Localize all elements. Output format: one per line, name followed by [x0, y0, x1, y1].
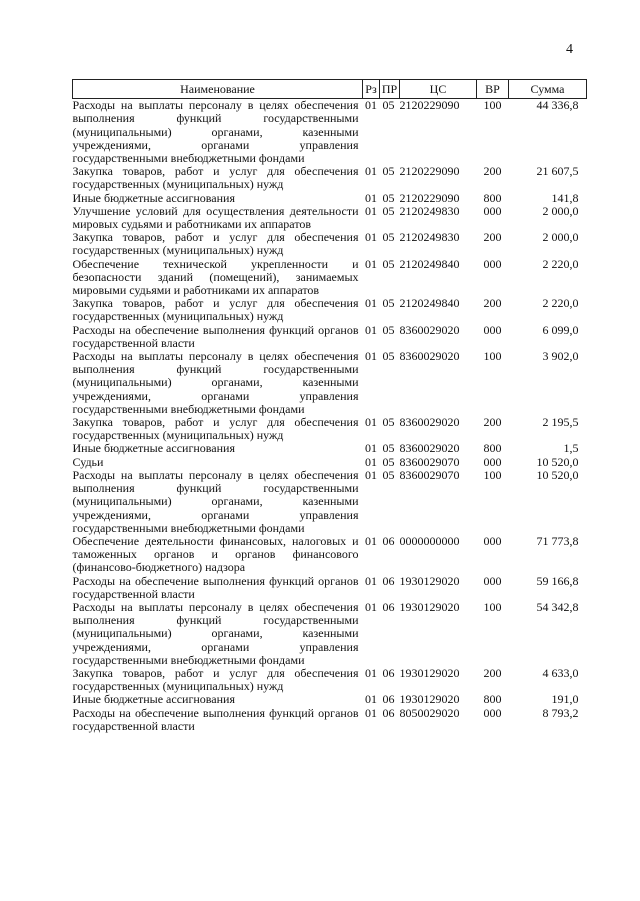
- cell-sum: 44 336,8: [536, 98, 579, 113]
- cell-rz: 01: [365, 256, 377, 271]
- cell-rz: 01: [365, 349, 377, 364]
- cell-pr: 06: [382, 665, 395, 680]
- cell-cs: 2120249840: [399, 256, 460, 271]
- cell-vr: 000: [483, 203, 502, 218]
- cell-rz: 01: [365, 533, 377, 548]
- cell-pr: 06: [382, 533, 395, 548]
- cell-vr: 200: [483, 230, 502, 245]
- cell-pr: 06: [382, 573, 395, 588]
- cell-cs: 8050029020: [399, 705, 460, 720]
- cell-vr: 800: [483, 692, 502, 707]
- cell-cs: 2120229090: [399, 98, 460, 113]
- cell-cs: 8360029020: [399, 441, 460, 456]
- table-row: [73, 667, 587, 693]
- cell-rz: 01: [365, 599, 377, 614]
- cell-name: Закупка товаров, работ и услуг для обеспечения государственных (муниципальных) нужд: [72, 415, 359, 443]
- header-cs: ЦС: [400, 80, 477, 99]
- cell-sum: 6 099,0: [542, 322, 579, 337]
- table-row: [73, 575, 587, 601]
- table-row: [73, 469, 587, 535]
- cell-sum: 191,0: [551, 692, 579, 707]
- cell-name: Судьи: [72, 454, 104, 469]
- header-rz: Рз: [363, 80, 380, 99]
- cell-name: Закупка товаров, работ и услуг для обеспечения государственных (муниципальных) нужд: [72, 230, 359, 258]
- cell-sum: 54 342,8: [536, 599, 579, 614]
- cell-name: Обеспечение деятельности финансовых, налоговых и таможенных органов и органов финансового (финансово-бюджетного) надзора: [72, 533, 359, 575]
- cell-pr: 05: [382, 441, 395, 456]
- header-pr: ПР: [380, 80, 400, 99]
- cell-name: Расходы на выплаты персоналу в целях обеспечения выполнения функций государственными (муниципальными) органами, казенными учреждениями, органами управления государственными внебюджетными фондами: [72, 599, 359, 667]
- cell-rz: 01: [365, 98, 377, 113]
- cell-vr: 100: [483, 349, 502, 364]
- cell-rz: 01: [365, 415, 377, 430]
- cell-pr: 06: [382, 705, 395, 720]
- cell-vr: 000: [483, 573, 502, 588]
- cell-name: Закупка товаров, работ и услуг для обеспечения государственных (муниципальных) нужд: [72, 296, 359, 324]
- table-row: [73, 442, 587, 455]
- cell-sum: 10 520,0: [536, 467, 579, 482]
- cell-vr: 200: [483, 665, 502, 680]
- cell-cs: 1930129020: [399, 599, 460, 614]
- header-name: Наименование: [73, 80, 363, 99]
- cell-name: Иные бюджетные ассигнования: [72, 692, 235, 707]
- table-row: [73, 165, 587, 191]
- table-row: [73, 535, 587, 575]
- cell-cs: 1930129020: [399, 692, 460, 707]
- cell-name: Расходы на выплаты персоналу в целях обеспечения выполнения функций государственными (муниципальными) органами, казенными учреждениями, органами управления государственными внебюджетными фондами: [72, 467, 359, 535]
- cell-cs: 2120249840: [399, 296, 460, 311]
- cell-cs: 8360029070: [399, 454, 460, 469]
- cell-rz: 01: [365, 441, 377, 456]
- cell-name: Расходы на обеспечение выполнения функций органов государственной власти: [72, 573, 359, 601]
- cell-cs: 2120249830: [399, 203, 460, 218]
- cell-vr: 000: [483, 256, 502, 271]
- cell-pr: 05: [382, 296, 395, 311]
- table-row: [73, 693, 587, 706]
- cell-cs: 8360029020: [399, 415, 460, 430]
- cell-pr: 06: [382, 599, 395, 614]
- cell-vr: 100: [483, 599, 502, 614]
- cell-vr: 100: [483, 467, 502, 482]
- cell-pr: 05: [382, 230, 395, 245]
- table-row: [73, 99, 587, 166]
- cell-pr: 06: [382, 692, 395, 707]
- cell-sum: 4 633,0: [542, 665, 579, 680]
- cell-pr: 05: [382, 349, 395, 364]
- cell-sum: 2 220,0: [542, 296, 579, 311]
- table-row: [73, 707, 587, 733]
- header-vr: ВР: [477, 80, 509, 99]
- page-number: 4: [566, 42, 573, 57]
- cell-vr: 000: [483, 322, 502, 337]
- cell-rz: 01: [365, 296, 377, 311]
- cell-vr: 800: [483, 441, 502, 456]
- cell-sum: 59 166,8: [536, 573, 579, 588]
- cell-name: Расходы на выплаты персоналу в целях обеспечения выполнения функций государственными (муниципальными) органами, казенными учреждениями, органами управления государственными внебюджетными фондами: [72, 349, 359, 416]
- cell-rz: 01: [365, 164, 377, 179]
- cell-pr: 05: [382, 454, 395, 469]
- cell-rz: 01: [365, 467, 377, 482]
- cell-cs: 1930129020: [399, 573, 460, 588]
- table-row: [73, 456, 587, 469]
- table-row: [73, 416, 587, 442]
- cell-rz: 01: [365, 573, 377, 588]
- cell-vr: 200: [483, 415, 502, 430]
- cell-rz: 01: [365, 705, 377, 720]
- cell-pr: 05: [382, 98, 395, 113]
- cell-cs: 8360029070: [399, 467, 460, 482]
- table-row: [73, 601, 587, 667]
- cell-cs: 8360029020: [399, 322, 460, 337]
- table-row: [73, 324, 587, 350]
- cell-rz: 01: [365, 230, 377, 245]
- table-row: [73, 205, 587, 231]
- cell-sum: 2 000,0: [542, 203, 579, 218]
- cell-rz: 01: [365, 190, 377, 205]
- cell-sum: 1,5: [563, 441, 579, 456]
- budget-table: [72, 79, 587, 733]
- cell-rz: 01: [365, 692, 377, 707]
- cell-name: Закупка товаров, работ и услуг для обеспечения государственных (муниципальных) нужд: [72, 665, 359, 694]
- cell-cs: 2120229090: [399, 190, 460, 205]
- cell-sum: 141,8: [551, 190, 579, 205]
- cell-cs: 0000000000: [399, 533, 460, 548]
- cell-sum: 3 902,0: [542, 349, 579, 364]
- cell-cs: 1930129020: [399, 665, 460, 680]
- cell-cs: 2120249830: [399, 230, 460, 245]
- table-header: [73, 80, 587, 99]
- cell-sum: 2 195,5: [542, 415, 579, 430]
- cell-sum: 10 520,0: [536, 454, 579, 469]
- cell-name: Закупка товаров, работ и услуг для обеспечения государственных (муниципальных) нужд: [72, 164, 359, 192]
- table-row: [73, 231, 587, 257]
- cell-pr: 05: [382, 256, 395, 271]
- header-sum: Сумма: [509, 80, 587, 99]
- table-row: [73, 192, 587, 205]
- cell-pr: 05: [382, 203, 395, 218]
- cell-name: Расходы на обеспечение выполнения функций органов государственной власти: [72, 322, 359, 350]
- cell-pr: 05: [382, 467, 395, 482]
- cell-pr: 05: [382, 190, 395, 205]
- cell-name: Иные бюджетные ассигнования: [72, 441, 235, 456]
- cell-name: Расходы на обеспечение выполнения функций органов государственной власти: [72, 705, 359, 733]
- cell-sum: 71 773,8: [536, 533, 579, 548]
- cell-name: Иные бюджетные ассигнования: [72, 190, 235, 205]
- cell-vr: 000: [483, 454, 502, 469]
- cell-pr: 05: [382, 164, 395, 179]
- cell-rz: 01: [365, 665, 377, 680]
- cell-vr: 200: [483, 296, 502, 311]
- cell-sum: 2 220,0: [542, 256, 579, 271]
- cell-sum: 8 793,2: [542, 705, 579, 720]
- cell-vr: 000: [483, 533, 502, 548]
- cell-cs: 8360029020: [399, 349, 460, 364]
- cell-pr: 05: [382, 415, 395, 430]
- cell-vr: 200: [483, 164, 502, 179]
- cell-sum: 2 000,0: [542, 230, 579, 245]
- cell-rz: 01: [365, 322, 377, 337]
- cell-sum: 21 607,5: [536, 164, 579, 179]
- table-row: [73, 297, 587, 323]
- cell-rz: 01: [365, 203, 377, 218]
- cell-name: Обеспечение технической укрепленности и безопасности зданий (помещений), занимаемых мировыми судьями и работниками их аппаратов: [72, 256, 359, 298]
- cell-cs: 2120229090: [399, 164, 460, 179]
- table-body: [73, 99, 587, 733]
- cell-vr: 100: [483, 98, 502, 113]
- cell-rz: 01: [365, 454, 377, 469]
- cell-name: Улучшение условий для осуществления деятельности мировых судьями и работниками их аппаратов: [72, 203, 359, 232]
- table-row: [73, 258, 587, 298]
- cell-name: Расходы на выплаты персоналу в целях обеспечения выполнения функций государственными (муниципальными) органами, казенными учреждениями, органами управления государственными внебюджетными фондами: [72, 98, 359, 166]
- cell-pr: 05: [382, 322, 395, 337]
- cell-vr: 800: [483, 190, 502, 205]
- table-row: [73, 350, 587, 416]
- cell-vr: 000: [483, 705, 502, 720]
